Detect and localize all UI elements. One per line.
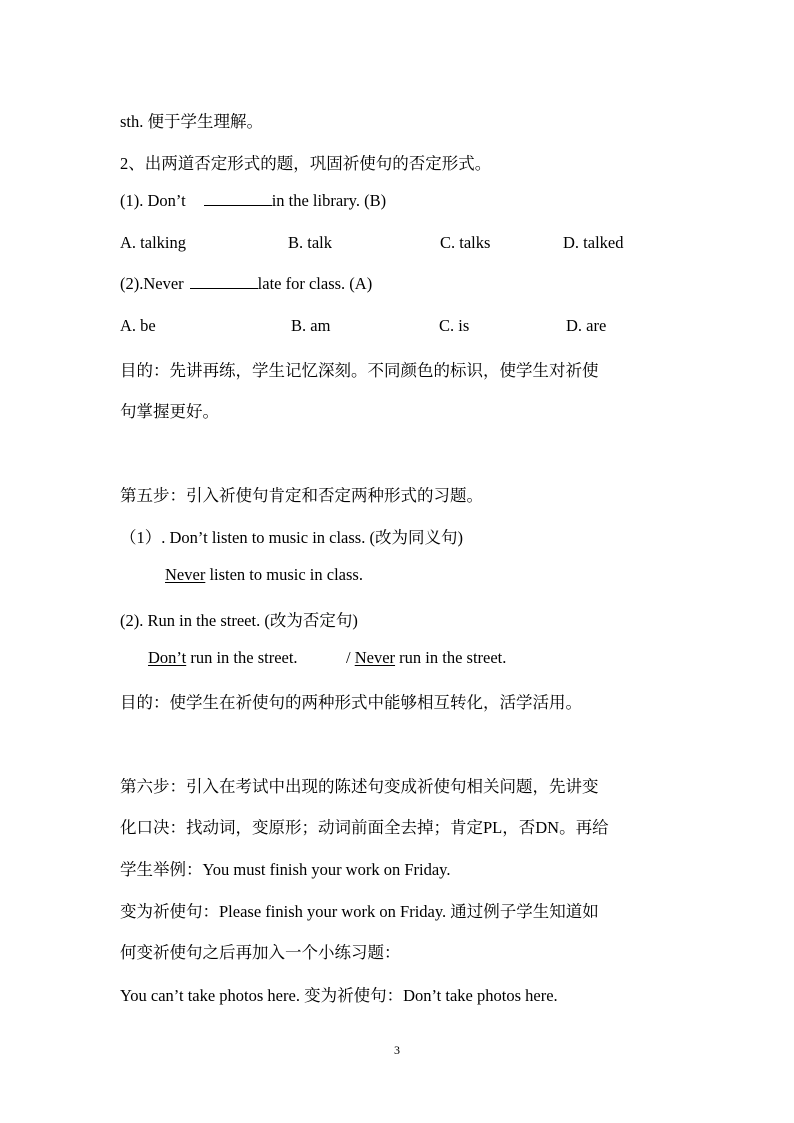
text-line: 目的：使学生在祈使句的两种形式中能够相互转化，活学活用。 <box>120 693 582 712</box>
exercise-1-answer <box>165 565 363 585</box>
question-2-prefix: (2).Never <box>120 274 184 293</box>
question-2-suffix: late for class. (A) <box>257 274 373 293</box>
text-line: 句掌握更好。 <box>120 402 219 421</box>
question-2 <box>120 274 372 294</box>
page-number: 3 <box>394 1043 400 1057</box>
exercise-2-answer-2 <box>346 648 506 668</box>
option-b: B. am <box>291 316 331 335</box>
answer-text: listen to music in class. <box>205 565 363 584</box>
option-d: D. are <box>566 316 607 335</box>
text-line: 化口决：找动词，变原形；动词前面全去掉；肯定PL，否DN。再给 <box>120 818 609 837</box>
option-d: D. talked <box>563 233 624 252</box>
underlined-word: Never <box>165 565 206 584</box>
option-c: C. is <box>439 316 470 335</box>
text-line: sth. 便于学生理解。 <box>120 112 264 131</box>
answer-blank <box>190 274 258 289</box>
exercise-2: (2). Run in the street. (改为否定句) <box>120 611 358 630</box>
option-a: A. be <box>120 316 156 335</box>
text-line: 目的：先讲再练，学生记忆深刻。不同颜色的标识，使学生对祈使 <box>120 361 599 380</box>
question-1 <box>120 191 386 211</box>
underlined-word: Don’t <box>148 648 187 667</box>
question-1-prefix: (1). Don’t <box>120 191 186 210</box>
answer-text: run in the street. <box>395 648 507 667</box>
text-line: 何变祈使句之后再加入一个小练习题： <box>120 943 401 962</box>
text-line: 2、出两道否定形式的题，巩固祈使句的否定形式。 <box>120 154 492 173</box>
option-b: B. talk <box>288 233 332 252</box>
answer-text: run in the street. <box>186 648 298 667</box>
exercise-1: （1）. Don’t listen to music in class. (改为同义句) <box>120 528 463 547</box>
question-1-suffix: in the library. (B) <box>271 191 387 210</box>
text-line: You can’t take photos here. 变为祈使句：Don’t take photos here. <box>120 986 558 1005</box>
underlined-word: Never <box>354 648 396 667</box>
option-a: A. talking <box>120 233 186 252</box>
step-heading: 第五步：引入祈使句肯定和否定两种形式的习题。 <box>120 486 483 505</box>
text-line: 变为祈使句：Please finish your work on Friday. 通过例子学生知道如 <box>120 902 599 921</box>
answer-blank <box>204 191 272 206</box>
exercise-2-answer-1 <box>148 648 298 668</box>
step-heading: 第六步：引入在考试中出现的陈述句变成祈使句相关问题，先讲变 <box>120 777 599 796</box>
option-c: C. talks <box>440 233 491 252</box>
separator: / <box>346 648 355 667</box>
text-line: 学生举例：You must finish your work on Friday. <box>120 860 451 879</box>
